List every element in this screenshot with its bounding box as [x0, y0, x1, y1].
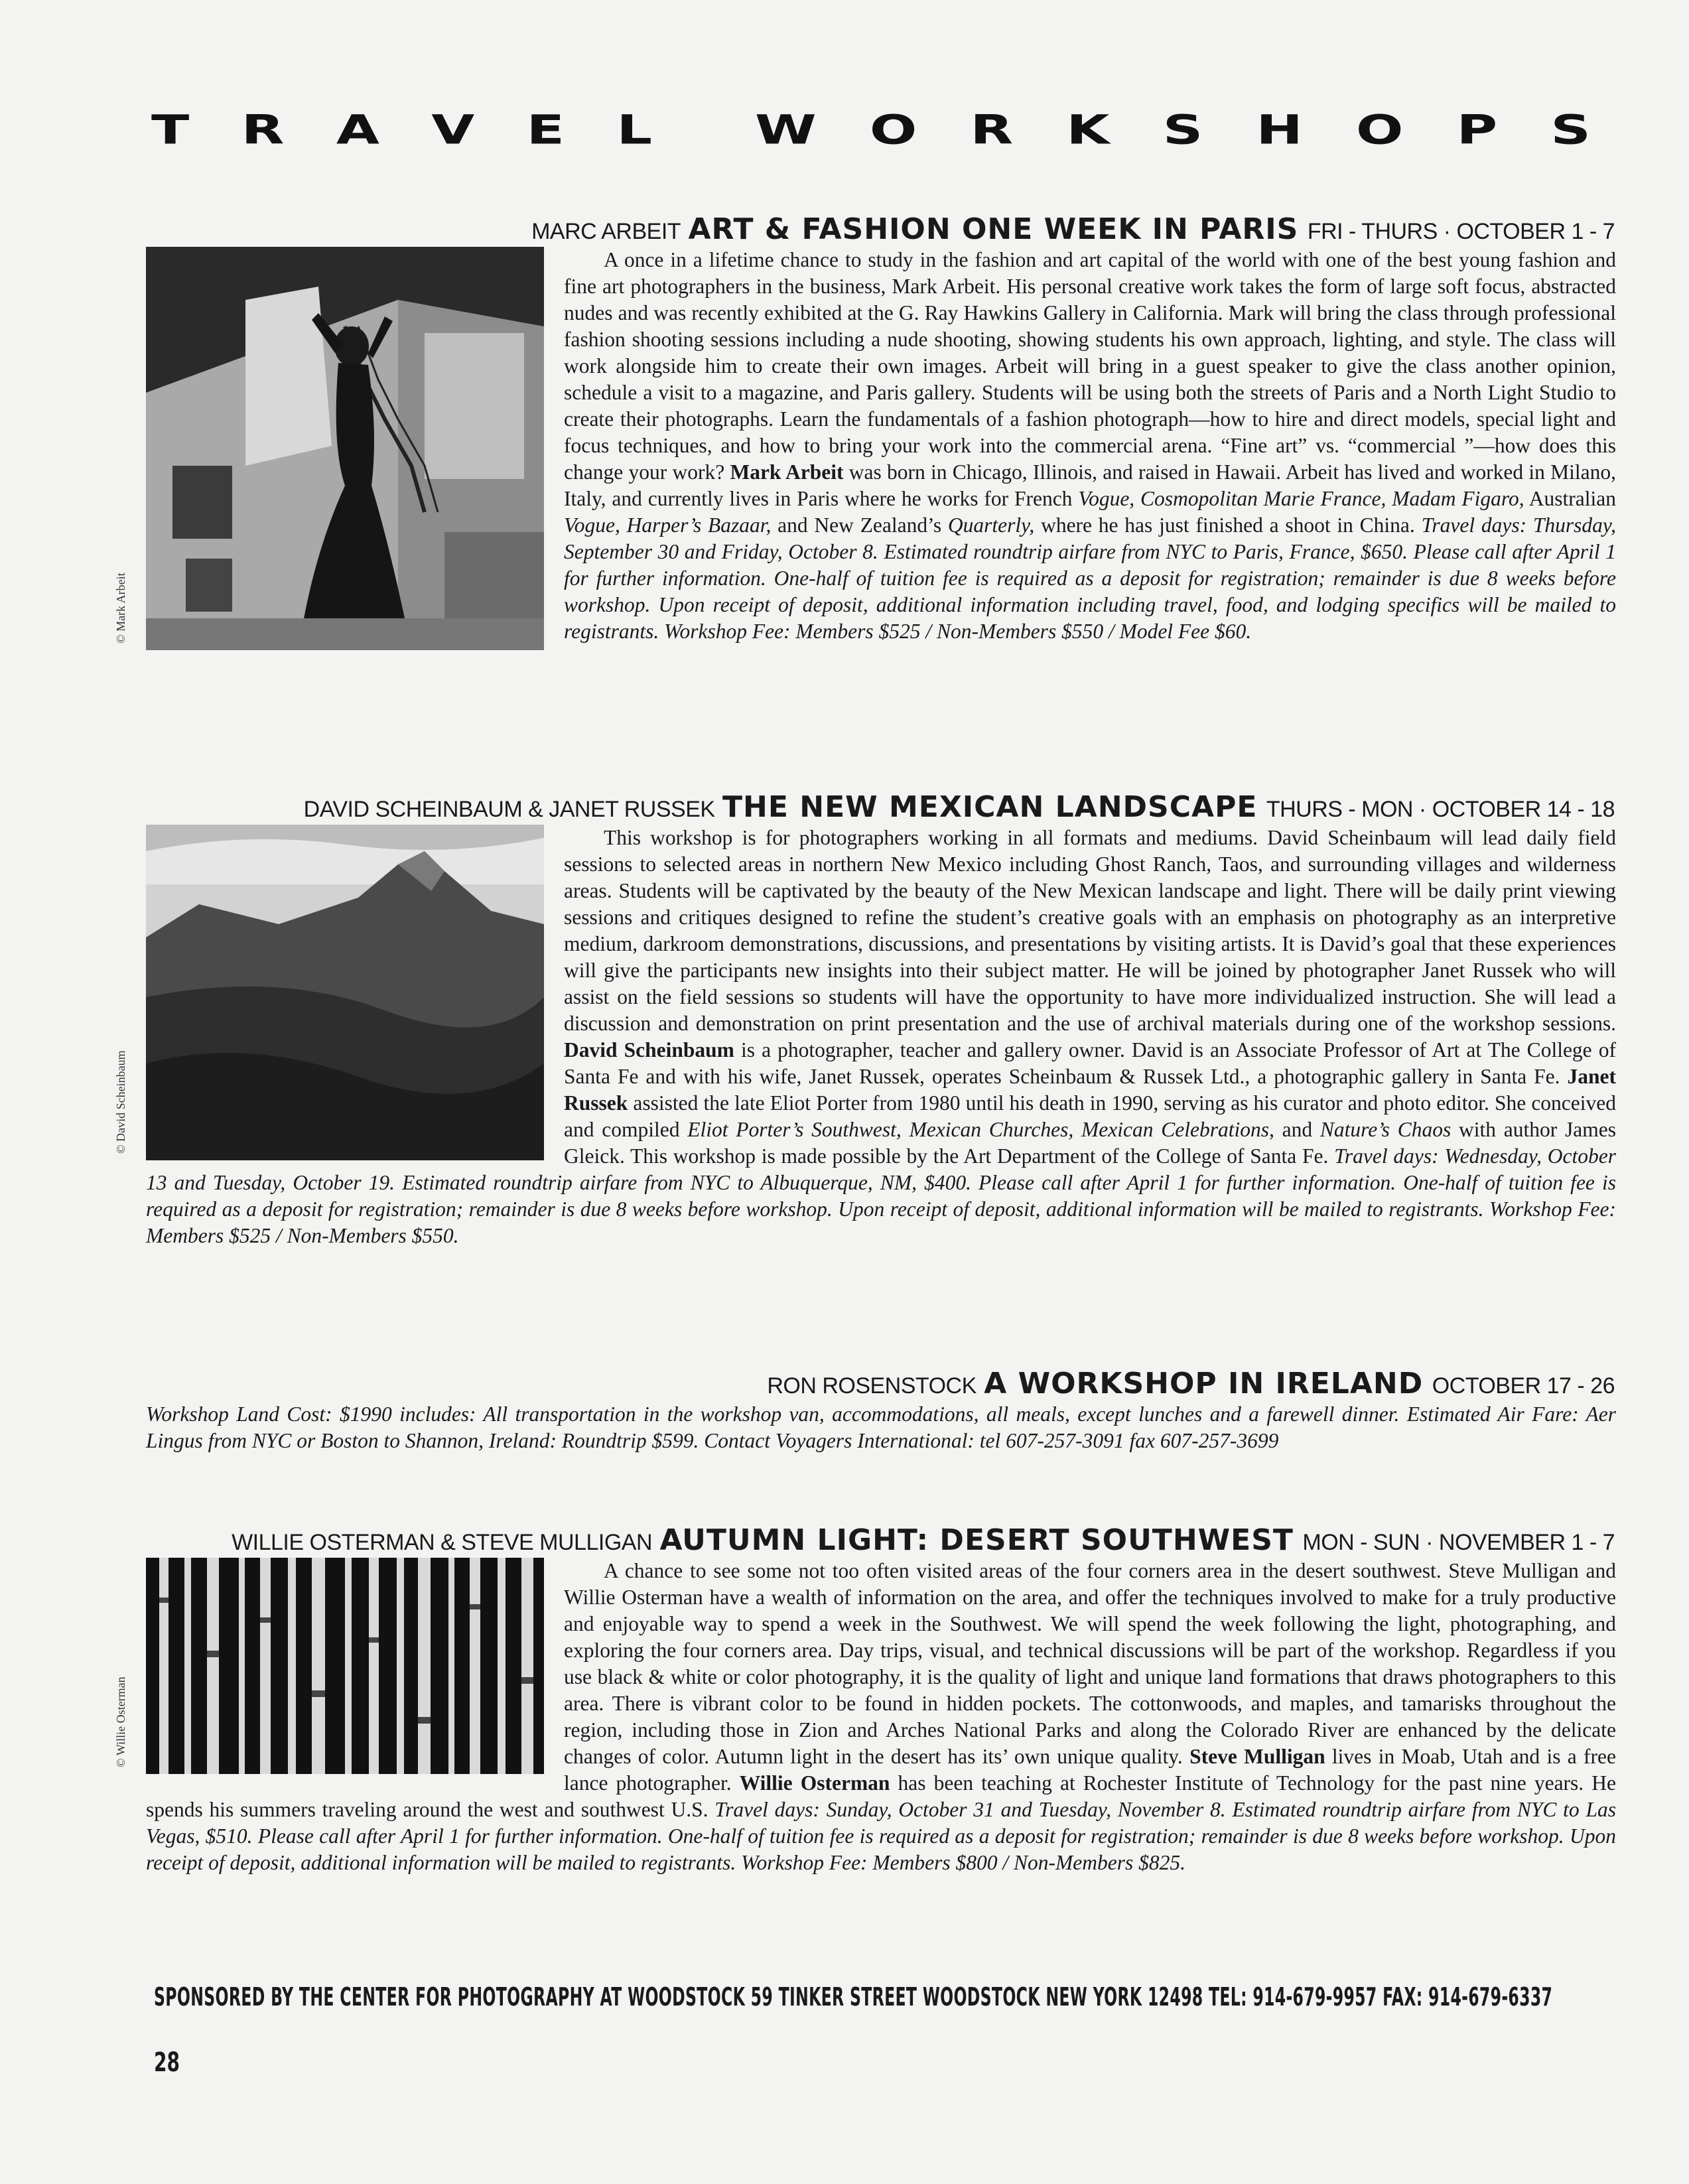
publication-names: Quarterly,: [947, 513, 1035, 537]
bio-text: and New Zealand’s: [771, 513, 948, 537]
title-letter: P: [1456, 106, 1498, 154]
bio-text: with author James Gleick. This workshop is made possible by the Art Department of the College of Santa Fe.: [564, 1118, 1617, 1168]
photo-landscape-image: [146, 825, 544, 1160]
workshop-details: Travel days: Sunday, October 31 and Tuesday, November 8. Estimated roundtrip airfare from NYC to Las Vegas, $510. Please call after April 1 for further information. One-half of tuition fee is required as a deposit for registration; remainder is due 8 weeks before workshop. Upon receipt of deposit, additional information will be mailed to registrants. Workshop Fee: Members $800 / Non-Members $825.: [146, 1798, 1617, 1874]
bio-name: Steve Mulligan: [1189, 1745, 1325, 1768]
workshop-heading-ireland: [767, 1369, 1615, 1399]
bio-text: is a photographer, teacher and gallery owner. David is an Associate Professor of Art at The College of Santa Fe and with his wife, Janet Russek, operates Scheinbaum & Russek Ltd., a photographic gallery in Santa Fe.: [564, 1038, 1616, 1088]
photo-frame: [114, 247, 544, 650]
photo-credit: © David Scheinbaum: [114, 1050, 127, 1154]
workshop-instructors: RON ROSENSTOCK: [767, 1373, 977, 1399]
page-title: [151, 106, 1591, 154]
workshop-instructors: WILLIE OSTERMAN & STEVE MULLIGAN: [232, 1530, 652, 1555]
workshop-name: A WORKSHOP IN IRELAND: [984, 1367, 1424, 1400]
title-letter: O: [869, 106, 917, 154]
book-titles: Eliot Porter’s Southwest, Mexican Churches, Mexican Celebrations,: [687, 1118, 1274, 1141]
title-letter: L: [616, 106, 652, 154]
photo-credit: © Mark Arbeit: [114, 573, 127, 644]
bio-text: where he has just finished a shoot in China.: [1034, 513, 1415, 537]
workshop-description: A once in a lifetime chance to study in the fashion and art capital of the world with one of the best young fashion and fine art photographers in the business, Mark Arbeit. His personal creative work takes the form of large soft focus, abstracted nudes and was recently exhibited at the G. Ray Hawkins Gallery in California. Mark will bring the class through professional fashion shooting sessions including a nude shooting, showing students his own approach, lighting, and style. The class will work alongside him to create their own images. Arbeit will bring in a guest speaker to give the class another opinion, schedule a visit to a magazine, and Paris gallery. Students will be using both the streets of Paris and a North Light Studio to create their photographs. Learn the fundamentals of a fashion photograph—how to hire and direct models, special light and focus techniques, and how to bring your work into the commercial arena. “Fine art” vs. “commercial ”—how does this change your work?: [564, 248, 1616, 484]
workshop-description: A chance to see some not too often visited areas of the four corners area in the desert southwest. Steve Mulligan and Willie Osterman have a wealth of information on the area, and offer the techniques involved to make for a truly productive and enjoyable way to spend a week in the Southwest. We will spend the week following the light, photographing, and exploring the four corners area. Day trips, visual, and technical discussions will be part of the workshop. Regardless if you use black & white or color photography, it is the quality of light and unique land formations that draws photographers to this area. There is vibrant color to be found in hidden pockets. The cottonwoods, and maples, and tamarisks throughout the region, including those in Zion and Arches National Parks and along the Colorado River are enhanced by the delicate changes of color. Autumn light in the desert has its’ own unique quality.: [564, 1559, 1616, 1768]
workshop-body-ireland: [146, 1401, 1616, 1454]
book-titles: Nature’s Chaos: [1319, 1118, 1452, 1141]
bio-name: Willie Osterman: [739, 1771, 890, 1795]
sponsor-footer: SPONSORED BY THE CENTER FOR PHOTOGRAPHY AT WOODSTOCK 59 TINKER STREET WOODSTOCK NEW YORK 12498 TEL: 914-679-9957 FAX: 914-679-6337: [154, 1982, 1553, 2012]
workshop-dates: FRI - THURS · OCTOBER 1 - 7: [1307, 219, 1615, 244]
workshop-body-paris: [114, 247, 1617, 654]
title-letter: T: [151, 106, 190, 154]
bio-text: assisted the late Eliot Porter from 1980 until his death in 1990, serving as his curator and photo editor. She conceived and compiled: [564, 1091, 1616, 1141]
title-letter: V: [431, 106, 475, 154]
workshop-details: Workshop Land Cost: $1990 includes: All transportation in the workshop van, accommodations, all meals, except lunches and a farewell dinner. Estimated Air Fare: Aer Lingus from NYC or Boston to Shannon, Ireland: Roundtrip $599. Contact Voyagers International: tel 607-257-3091 fax 607-257-3699: [146, 1402, 1616, 1452]
title-letter: S: [1162, 106, 1203, 154]
workshop-heading-paris: [531, 212, 1615, 246]
bio-text: Australian: [1524, 487, 1616, 510]
workshop-dates: MON - SUN · NOVEMBER 1 - 7: [1302, 1530, 1615, 1555]
photo-credit: © Willie Osterman: [114, 1676, 127, 1767]
workshop-body-southwest: [114, 1558, 1617, 1876]
bio-name: David Scheinbaum: [564, 1038, 734, 1061]
workshop-heading-southwest: [232, 1523, 1615, 1557]
title-letter: H: [1256, 106, 1303, 154]
title-letter: O: [1355, 106, 1404, 154]
workshop-name: AUTUMN LIGHT: DESERT SOUTHWEST: [659, 1523, 1294, 1557]
photo-frame: [114, 825, 544, 1160]
workshop-details: Travel days: Thursday, September 30 and Friday, October 8. Estimated roundtrip airfare from NYC to Paris, France, $650. Please call after April 1 for further information. One-half of tuition fee is required as a deposit for registration; remainder is due 8 weeks before workshop. Upon receipt of deposit, additional information including travel, food, and lodging specifics will be mailed to registrants. Workshop Fee: Members $525 / Non-Members $550 / Model Fee $60.: [564, 513, 1617, 643]
title-letter: E: [526, 106, 565, 154]
bio-text: has been teaching at Rochester Institute of Technology for the past nine years. He spends his summers traveling around the west and southwest U.S.: [146, 1771, 1616, 1821]
publication-names: Vogue, Harper’s Bazaar,: [564, 513, 772, 537]
title-letter: R: [241, 106, 285, 154]
workshop-dates: THURS - MON · OCTOBER 14 - 18: [1266, 797, 1615, 822]
workshop-description: This workshop is for photographers working in all formats and mediums. David Scheinbaum will lead daily field sessions to selected areas in northern New Mexico including Ghost Ranch, Taos, and surrounding villages and wilderness areas. Students will be captivated by the beauty of the New Mexican landscape and light. There will be daily print viewing sessions and critiques designed to refine the student’s creative goals with an emphasis on photography as an interpretive medium, darkroom demonstrations, discussions, and presentations by visiting artists. It is David’s goal that these experiences will give the participants new insights into their subject matter. He will be joined by photographer Janet Russek who will assist on the field sessions so students will have the opportunity to have more individualized instruction. She will lead a discussion and demonstration on print presentation and the use of archival materials during one of the workshop sessions.: [564, 826, 1616, 1035]
workshop-instructors: DAVID SCHEINBAUM & JANET RUSSEK: [303, 797, 715, 822]
title-word-workshops: [755, 106, 1591, 154]
workshop-heading-new-mexico: [303, 790, 1615, 824]
title-letter: R: [970, 106, 1014, 154]
photo-aspen-trees-image: [146, 1558, 544, 1774]
bio-text: and: [1274, 1118, 1320, 1141]
title-word-travel: [151, 106, 652, 154]
title-letter: A: [336, 106, 379, 154]
workshop-name: THE NEW MEXICAN LANDSCAPE: [722, 790, 1258, 824]
workshop-name: ART & FASHION ONE WEEK IN PARIS: [688, 212, 1299, 246]
title-letter: K: [1066, 106, 1110, 154]
workshop-instructors: MARC ARBEIT: [531, 219, 681, 244]
title-letter: S: [1550, 106, 1591, 154]
bio-name: Janet Russek: [564, 1065, 1617, 1115]
photo-frame: [114, 1558, 544, 1774]
bio-text: was born in Chicago, Illinois, and raised in Hawaii. Arbeit has lived and worked in Milano, Italy, and currently lives in Paris where he works for French: [564, 460, 1616, 510]
workshop-dates: OCTOBER 17 - 26: [1432, 1373, 1615, 1399]
page-number: 28: [154, 2047, 180, 2078]
publication-names: Vogue, Cosmopolitan Marie France, Madam Figaro,: [1078, 487, 1524, 510]
title-letter: W: [755, 106, 817, 154]
workshop-details: Travel days: Wednesday, October 13 and Tuesday, October 19. Estimated roundtrip airfare from NYC to Albuquerque, NM, $400. Please call after April 1 for further information. One-half of tuition fee is required as a deposit for registration; remainder is due 8 weeks before workshop. Upon receipt of deposit, additional information will be mailed to registrants. Workshop Fee: Members $525 / Non-Members $550.: [146, 1144, 1616, 1247]
photo-fashion-model-image: [146, 247, 544, 650]
bio-name: Mark Arbeit: [730, 460, 844, 484]
workshop-body-new-mexico: [114, 825, 1617, 1249]
bio-text: lives in Moab, Utah and is a free lance photographer.: [564, 1745, 1616, 1795]
